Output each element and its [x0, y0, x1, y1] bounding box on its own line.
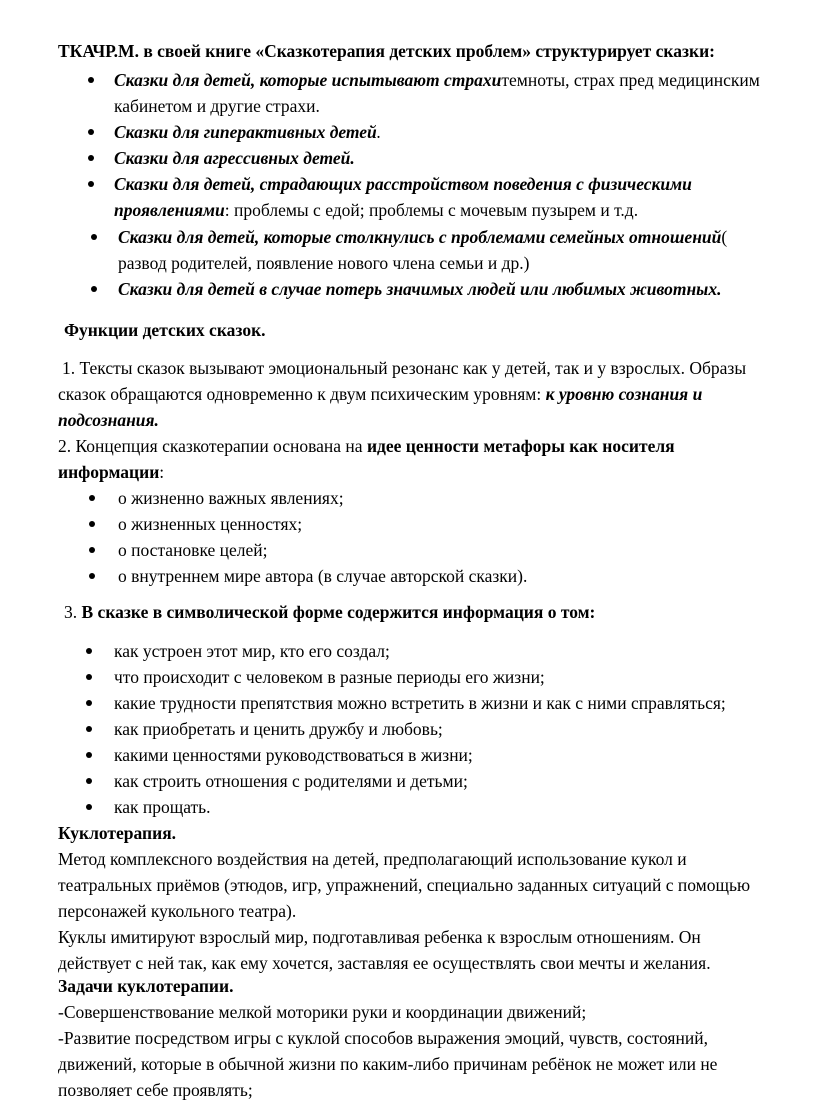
puppet-line-3: персонажей кукольного театра). [58, 901, 297, 921]
puppet-line-4: Куклы имитируют взрослый мир, подготавливая ребенка к взрослым отношениям. Он [58, 927, 701, 947]
bullet-icon [88, 155, 94, 161]
function-3-item-2: что происходит с человеком в разные периоды его жизни; [114, 667, 545, 687]
function-1-line-2: сказок обращаются одновременно к двум психическим уровням: к уровню сознания и [58, 384, 703, 404]
intro-title: ТКАЧР.М. в своей книге «Сказкотерапия детских проблем» структурирует сказки: [58, 41, 715, 61]
category-item-3: Сказки для агрессивных детей. [114, 148, 355, 168]
puppet-tasks-heading: Задачи куклотерапии. [58, 976, 234, 996]
bullet-icon [88, 77, 94, 83]
bullet-icon [89, 547, 95, 553]
puppet-line-1: Метод комплексного воздействия на детей, предполагающий использование кукол и [58, 849, 687, 869]
function-3-item-6: как строить отношения с родителями и детьми; [114, 771, 468, 791]
puppet-task-line-4: позволяет себе проявлять; [58, 1080, 253, 1100]
bullet-icon [86, 752, 92, 758]
function-3-item-7: как прощать. [114, 797, 211, 817]
category-item-4: Сказки для детей, страдающих расстройством поведения с физическими [114, 174, 692, 194]
function-2-item-1: о жизненно важных явлениях; [118, 488, 344, 508]
function-2-item-4: о внутреннем мире автора (в случае авторской сказки). [118, 566, 528, 586]
puppet-task-line-3: движений, которые в обычной жизни по каким-либо причинам ребёнок не может или не [58, 1054, 718, 1074]
function-2-item-2: о жизненных ценностях; [118, 514, 303, 534]
puppet-task-line-2: -Развитие посредством игры с куклой способов выражения эмоций, чувств, состояний, [58, 1028, 708, 1048]
bullet-icon [86, 778, 92, 784]
puppet-line-2: театральных приёмов (этюдов, игр, упражнений, специально заданных ситуаций с помощью [58, 875, 751, 895]
bullet-icon [86, 726, 92, 732]
bullet-icon [86, 648, 92, 654]
bullet-icon [89, 521, 95, 527]
category-item-1: Сказки для детей, которые испытывают страхитемноты, страх пред медицинским [114, 70, 760, 90]
function-3-item-3: какие трудности препятствия можно встретить в жизни и как с ними справляться; [114, 693, 726, 713]
functions-heading: Функции детских сказок. [64, 320, 266, 340]
bullet-icon [86, 674, 92, 680]
bullet-icon [91, 234, 97, 240]
bullet-icon [89, 573, 95, 579]
bullet-icon [88, 129, 94, 135]
puppet-task-line-1: -Совершенствование мелкой моторики руки и координации движений; [58, 1002, 587, 1022]
function-2-item-3: о постановке целей; [118, 540, 268, 560]
function-2-line-1: 2. Концепция сказкотерапии основана на идее ценности метафоры как носителя [58, 436, 675, 456]
function-2-line-2: информации: [58, 462, 165, 482]
category-item-1-cont: кабинетом и другие страхи. [114, 96, 320, 116]
puppet-line-5: действует с ней так, как ему хочется, заставляя ее осуществлять свои мечты и желания. [58, 953, 711, 973]
category-item-4-cont: проявлениями: проблемы с едой; проблемы с мочевым пузырем и т.д. [114, 200, 639, 220]
function-1-line-3: подсознания. [58, 410, 159, 430]
function-3-item-4: как приобретать и ценить дружбу и любовь; [114, 719, 443, 739]
bullet-icon [88, 181, 94, 187]
function-3-item-1: как устроен этот мир, кто его создал; [114, 641, 390, 661]
category-item-2: Сказки для гиперактивных детей. [114, 122, 382, 142]
category-item-5: Сказки для детей, которые столкнулись с проблемами семейных отношений( [118, 227, 728, 247]
category-item-5-cont: развод родителей, появление нового члена семьи и др.) [118, 253, 530, 273]
function-3-heading: 3. В сказке в символической форме содержится информация о том: [64, 602, 596, 622]
function-1-line-1: 1. Тексты сказок вызывают эмоциональный резонанс как у детей, так и у взрослых. Образы [62, 358, 747, 378]
category-item-6: Сказки для детей в случае потерь значимых людей или любимых животных. [118, 279, 722, 299]
function-3-item-5: какими ценностями руководствоваться в жизни; [114, 745, 473, 765]
bullet-icon [91, 286, 97, 292]
puppet-heading: Куклотерапия. [58, 823, 177, 843]
bullet-icon [86, 700, 92, 706]
bullet-icon [86, 804, 92, 810]
bullet-icon [89, 495, 95, 501]
